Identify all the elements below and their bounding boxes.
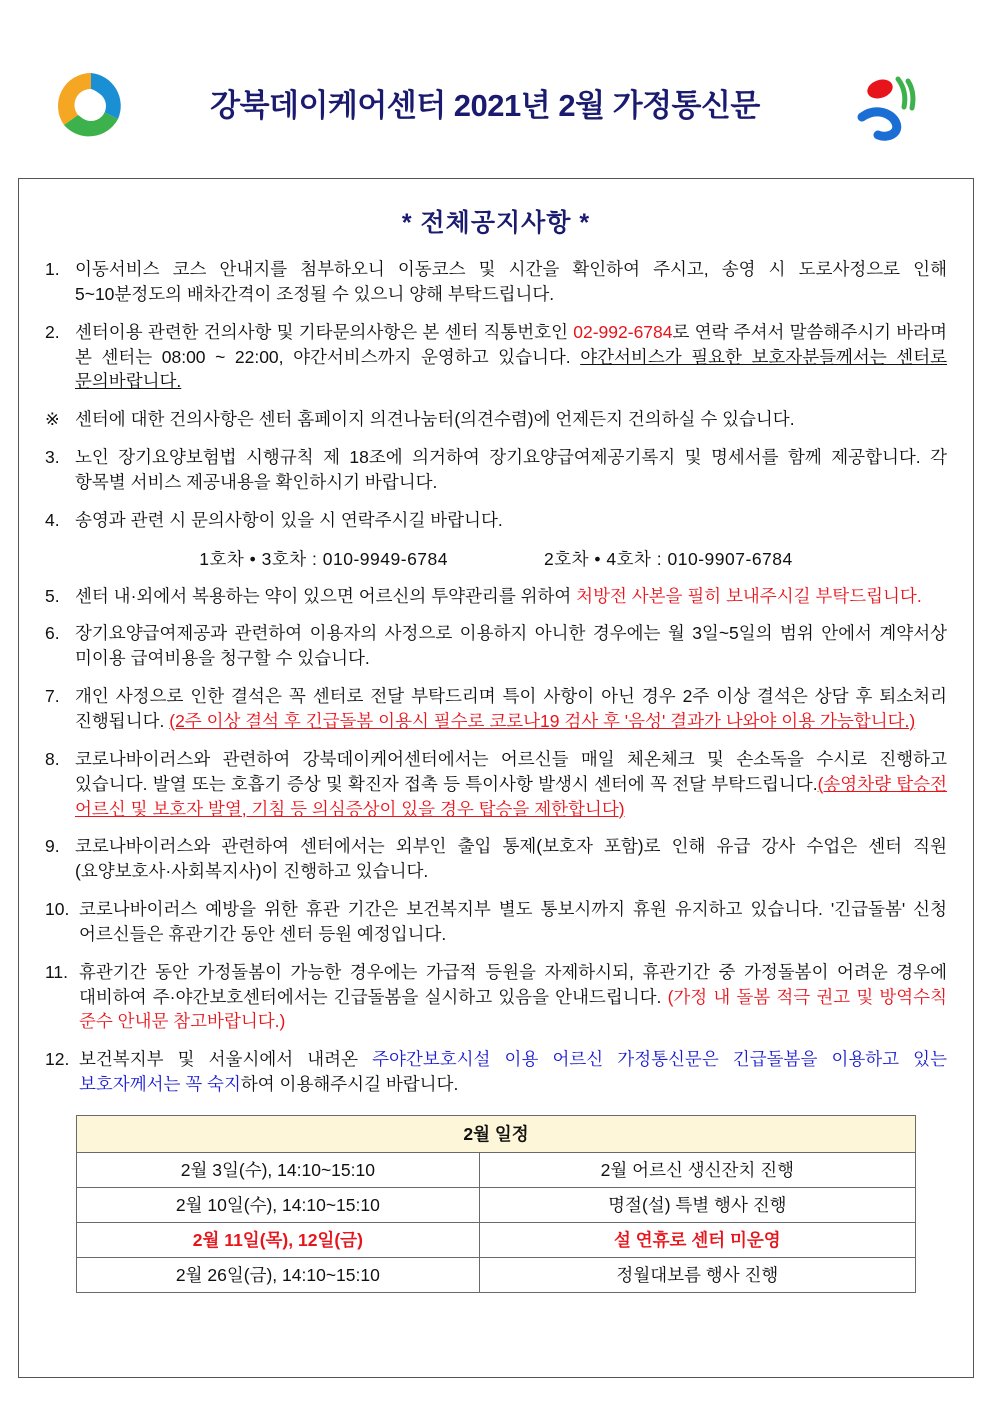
notice-title: * 전체공지사항 *: [401, 209, 591, 237]
notice-text-fragment: 송영과 관련 시 문의사항이 있을 시 연락주시길 바랍니다.: [75, 509, 503, 530]
notice-text-fragment: 개인 사정으로 인한 결석은 꼭 센터로 전달 부탁드리며 특이 사항이 아닌 경우 2주 이상 결석은 상담 후 퇴소처리 진행됩니다.: [75, 686, 947, 731]
shuttle-phone-line: [45, 546, 947, 571]
notice-item-number: 6.: [45, 623, 60, 644]
schedule-event: 2월 어르신 생신잔치 진행: [479, 1152, 915, 1187]
notice-item-text: [75, 320, 947, 395]
shuttle-1-3-label: 1호차 • 3호차 :: [199, 548, 323, 569]
schedule-header: 2월 일정: [77, 1115, 916, 1152]
notice-text-fragment: 처방전 사본을 필히 보내주시길 부탁드립니다.: [576, 585, 922, 606]
notice-text-fragment: 주야간보호시설 이용 어르신 가정통신문은 긴급돌봄을 이용하고 있는 보호자께서는 꼭 숙지: [79, 1049, 947, 1095]
notice-text-fragment: 코로나바이러스 예방을 위한 휴관 기간은 보건복지부 별도 통보시까지 휴원 유지하고 있습니다. '긴급돌봄' 신청 어르신들은 휴관기간 동안 센터 등원 예정입니다.: [79, 899, 947, 944]
shuttle-2-4-number: 010-9907-6784: [667, 548, 793, 569]
notice-item-text: [79, 960, 947, 1035]
notice-item: [45, 834, 947, 884]
notice-item-number: 3.: [45, 447, 60, 468]
notice-item: [45, 407, 947, 432]
notice-text-fragment: 로 연락 주셔서 말씀해주시기 바라며 본 센터는 08:00 ~ 22:00, 야간서비스까지 운영하고 있습니다.: [75, 321, 947, 367]
schedule-event: 정월대보름 행사 진행: [479, 1257, 915, 1292]
notice-item-number: 10.: [45, 899, 70, 920]
notice-item: [45, 897, 947, 947]
notice-text-fragment: 야간서비스가 필요한 보호자분들께서는 센터로 문의바랍니다.: [75, 346, 948, 392]
table-row: [77, 1152, 916, 1187]
notice-text-fragment: 이동서비스 코스 안내지를 첨부하오니 이동코스 및 시간을 확인하여 주시고, 송영 시 도로사정으로 인해 5~10분정도의 배차간격이 조정될 수 있으니 양해 부탁드립니다.: [75, 259, 947, 304]
notice-text-fragment: (가정 내 돌봄 적극 권고 및 방역수칙 준수 안내문 참고바랍니다.): [79, 986, 947, 1032]
notice-text-fragment: 코로나바이러스와 관련하여 강북데이케어센터에서는 어르신들 매일 체온체크 및 손소독을 수시로 진행하고 있습니다. 발열 또는 호흡기 증상 및 확진자 접촉 등 특이사항 발생시 센터에 꼭 전달 부탁드립니다.: [75, 748, 947, 794]
schedule-event: 명절(설) 특별 행사 진행: [479, 1187, 915, 1222]
schedule-date: 2월 3일(수), 14:10~15:10: [77, 1152, 480, 1187]
seoul-city-logo-icon: [840, 71, 940, 141]
notice-item-text: [75, 407, 947, 432]
notice-item: [45, 747, 947, 822]
notice-item-text: [79, 1047, 947, 1097]
schedule-date: 2월 26일(금), 14:10~15:10: [77, 1257, 480, 1292]
table-row: [77, 1222, 916, 1257]
notice-item-number: 7.: [45, 686, 60, 707]
notice-item: [45, 960, 947, 1035]
document-header: [0, 0, 992, 150]
notice-item-text: [75, 834, 947, 884]
notice-text-fragment: 하여 이용해주시길 바랍니다.: [240, 1074, 459, 1095]
notice-text-fragment: (송영차량 탑승전 어르신 및 보호자 발열, 기침 등 의심증상이 있을 경우 탑승을 제한합니다): [75, 773, 947, 819]
notice-container: [18, 178, 974, 1378]
notice-text-fragment: 코로나바이러스와 관련하여 센터에서는 외부인 출입 통제(보호자 포함)로 인해 유급 강사 수업은 센터 직원(요양보호사·사회복지사)이 진행하고 있습니다.: [75, 836, 947, 882]
table-row: [77, 1187, 916, 1222]
schedule-date: 2월 11일(목), 12일(금): [77, 1222, 480, 1257]
notice-item-number: 11.: [45, 961, 69, 982]
notice-item: [45, 320, 947, 395]
notice-text-fragment: 보건복지부 및 서울시에서 내려온: [79, 1049, 373, 1070]
notice-item-text: [75, 584, 947, 609]
notice-item: [45, 621, 947, 671]
notice-item: [45, 584, 947, 609]
notice-item: [45, 1047, 947, 1097]
notice-text-fragment: 센터 내·외에서 복용하는 약이 있으면 어르신의 투약관리를 위하여: [75, 585, 577, 606]
notice-item: [45, 684, 947, 734]
circular-swirl-icon: [52, 67, 130, 145]
notice-items: [45, 257, 947, 1097]
notice-item-number: 5.: [45, 585, 60, 606]
page-title: 강북데이케어센터 2021년 2월 가정통신문: [210, 87, 760, 123]
notice-item-number: 12.: [45, 1049, 70, 1070]
notice-item: [45, 257, 947, 307]
notice-item: [45, 508, 947, 533]
notice-item-text: [75, 445, 947, 495]
notice-item-number: 4.: [45, 509, 60, 530]
notice-item-number: ※: [45, 409, 60, 430]
notice-item-text: [75, 621, 947, 671]
notice-text-fragment: 장기요양급여제공과 관련하여 이용자의 사정으로 이용하지 아니한 경우에는 월 3일~5일의 범위 안에서 계약서상 미이용 급여비용을 청구할 수 있습니다.: [75, 623, 947, 669]
notice-item-text: [75, 257, 947, 307]
notice-item-number: 9.: [45, 836, 60, 857]
notice-item: [45, 445, 947, 495]
notice-item-text: [75, 508, 947, 533]
schedule-table: [76, 1115, 916, 1293]
notice-text-fragment: 센터이용 관련한 건의사항 및 기타문의사항은 본 센터 직통번호인: [75, 321, 574, 342]
shuttle-2-4-label: 2호차 • 4호차 :: [544, 548, 668, 569]
notice-text-fragment: 휴관기간 동안 가정돌봄이 가능한 경우에는 가급적 등원을 자제하시되, 휴관기간 중 가정돌봄이 어려운 경우에 대비하여 주·야간보호센터에서는 긴급돌봄을 실시하고 있음을 안내드립니다.: [79, 961, 947, 1007]
notice-item-number: 1.: [45, 259, 60, 279]
notice-text-fragment: 02-992-6784: [573, 321, 673, 342]
notice-text-fragment: (2주 이상 결석 후 긴급돌봄 이용시 필수로 코로나19 검사 후 '음성' 결과가 나와야 이용 가능합니다.): [169, 710, 916, 731]
notice-text-fragment: 노인 장기요양보험법 시행규칙 제 18조에 의거하여 장기요양급여제공기록지 및 명세서를 함께 제공합니다. 각 항목별 서비스 제공내용을 확인하시기 바랍니다.: [75, 447, 947, 492]
schedule-date: 2월 10일(수), 14:10~15:10: [77, 1187, 480, 1222]
notice-item-number: 8.: [45, 748, 60, 769]
schedule-event: 설 연휴로 센터 미운영: [479, 1222, 915, 1257]
notice-item-text: [75, 684, 947, 734]
notice-item-number: 2.: [45, 321, 60, 342]
notice-item-text: [75, 747, 947, 822]
schedule-section: [45, 1115, 947, 1293]
shuttle-1-3-number: 010-9949-6784: [322, 548, 448, 569]
table-row: [77, 1257, 916, 1292]
notice-item-text: [79, 897, 947, 947]
notice-text-fragment: 센터에 대한 건의사항은 센터 홈페이지 의견나눔터(의견수렴)에 언제든지 건의하실 수 있습니다.: [75, 409, 795, 430]
